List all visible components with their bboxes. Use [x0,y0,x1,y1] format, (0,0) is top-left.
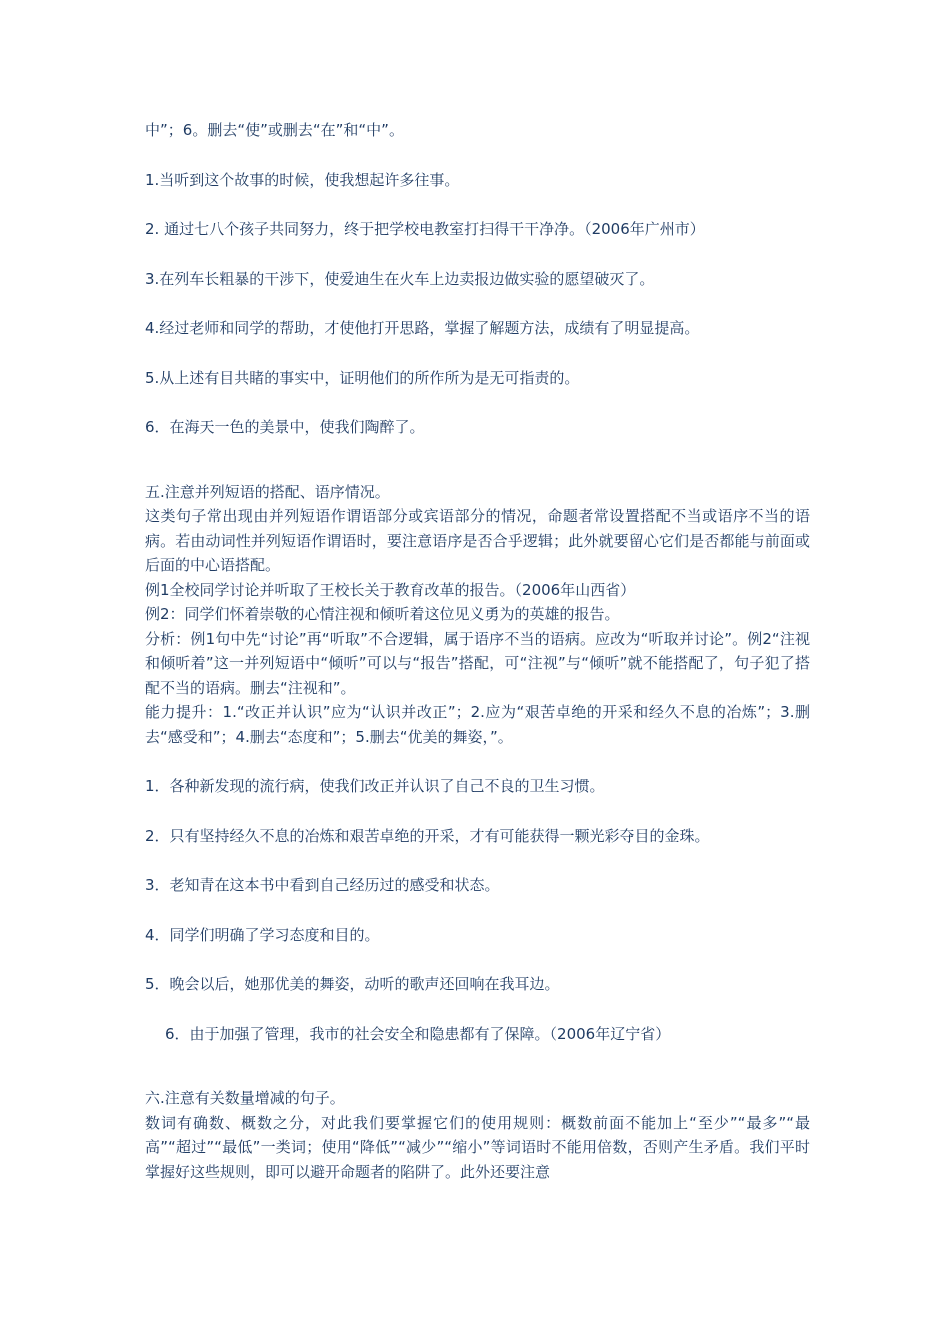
text-line: 5.从上述有目共睹的事实中，证明他们的所作所为是无可指责的。 [145,368,580,387]
text-line: 2. 通过七八个孩子共同努力，终于把学校电教室打扫得干干净净。（2006年广州市） [145,220,705,238]
analysis-paragraph: 分析：例1句中先“讨论”再“听取”不合逻辑，属于语序不当的语病。应改为“听取并讨论”。例2“注视和倾听着”这一并列短语中“倾听”可以与“报告”搭配，可“注视”与“倾听”就不能搭配了，句子犯了搭配不当的语病。删去“注视和”。 [145,629,810,697]
section-heading: 五.注意并列短语的搭配、语序情况。 [145,482,390,501]
exercise-item: 5．晚会以后，她那优美的舞姿，动听的歌声还回响在我耳边。 [145,975,560,993]
text-line: 1.当听到这个故事的时候，使我想起许多往事。 [145,170,460,189]
text-line: 中”；6。删去“使”或删去“在”和“中”。 [145,121,404,139]
ability-paragraph: 能力提升：1.“改正并认识”应为“认识并改正”；2.应为“艰苦卓绝的开采和经久不息的冶炼”；3.删去“感受和”；4.删去“态度和”；5.删去“优美的舞姿，”。 [145,703,810,746]
exercise-item: 2．只有坚持经久不息的冶炼和艰苦卓绝的开采，才有可能获得一颗光彩夺目的金珠。 [145,826,710,845]
section-intro: 数词有确数、概数之分，对此我们要掌握它们的使用规则：概数前面不能加上“至少”“最多”“最高”“超过”“最低”一类词；使用“降低”“减少”“缩小”等词语时不能用倍数，否则产生矛盾。我们平时掌握好这些规则，即可以避开命题者的陷阱了。此外还要注意 [145,1113,810,1181]
example-line: 例2：同学们怀着崇敬的心情注视和倾听着这位见义勇为的英雄的报告。 [145,605,620,623]
exercise-item: 6．由于加强了管理，我市的社会安全和隐患都有了保障。（2006年辽宁省） [165,1024,671,1043]
exercise-item: 1．各种新发现的流行病，使我们改正并认识了自己不良的卫生习惯。 [145,777,605,795]
exercise-item: 3．老知青在这本书中看到自己经历过的感受和状态。 [145,876,500,894]
text-line: 6．在海天一色的美景中，使我们陶醉了。 [145,418,425,436]
section-intro: 这类句子常出现由并列短语作谓语部分或宾语部分的情况，命题者常设置搭配不当或语序不当的语病。若由动词性并列短语作谓语时，要注意语序是否合乎逻辑；此外就要留心它们是否都能与前面或后面的中心语搭配。 [145,507,810,574]
example-line: 例1全校同学讨论并听取了王校长关于教育改革的报告。（2006年山西省） [145,580,636,599]
text-line: 4.经过老师和同学的帮助，才使他打开思路，掌握了解题方法，成绩有了明显提高。 [145,319,700,337]
section-heading: 六.注意有关数量增减的句子。 [145,1089,345,1107]
text-line: 3.在列车长粗暴的干涉下，使爱迪生在火车上边卖报边做实验的愿望破灭了。 [145,269,655,288]
document-page [145,118,810,1184]
exercise-item: 4．同学们明确了学习态度和目的。 [145,925,380,944]
